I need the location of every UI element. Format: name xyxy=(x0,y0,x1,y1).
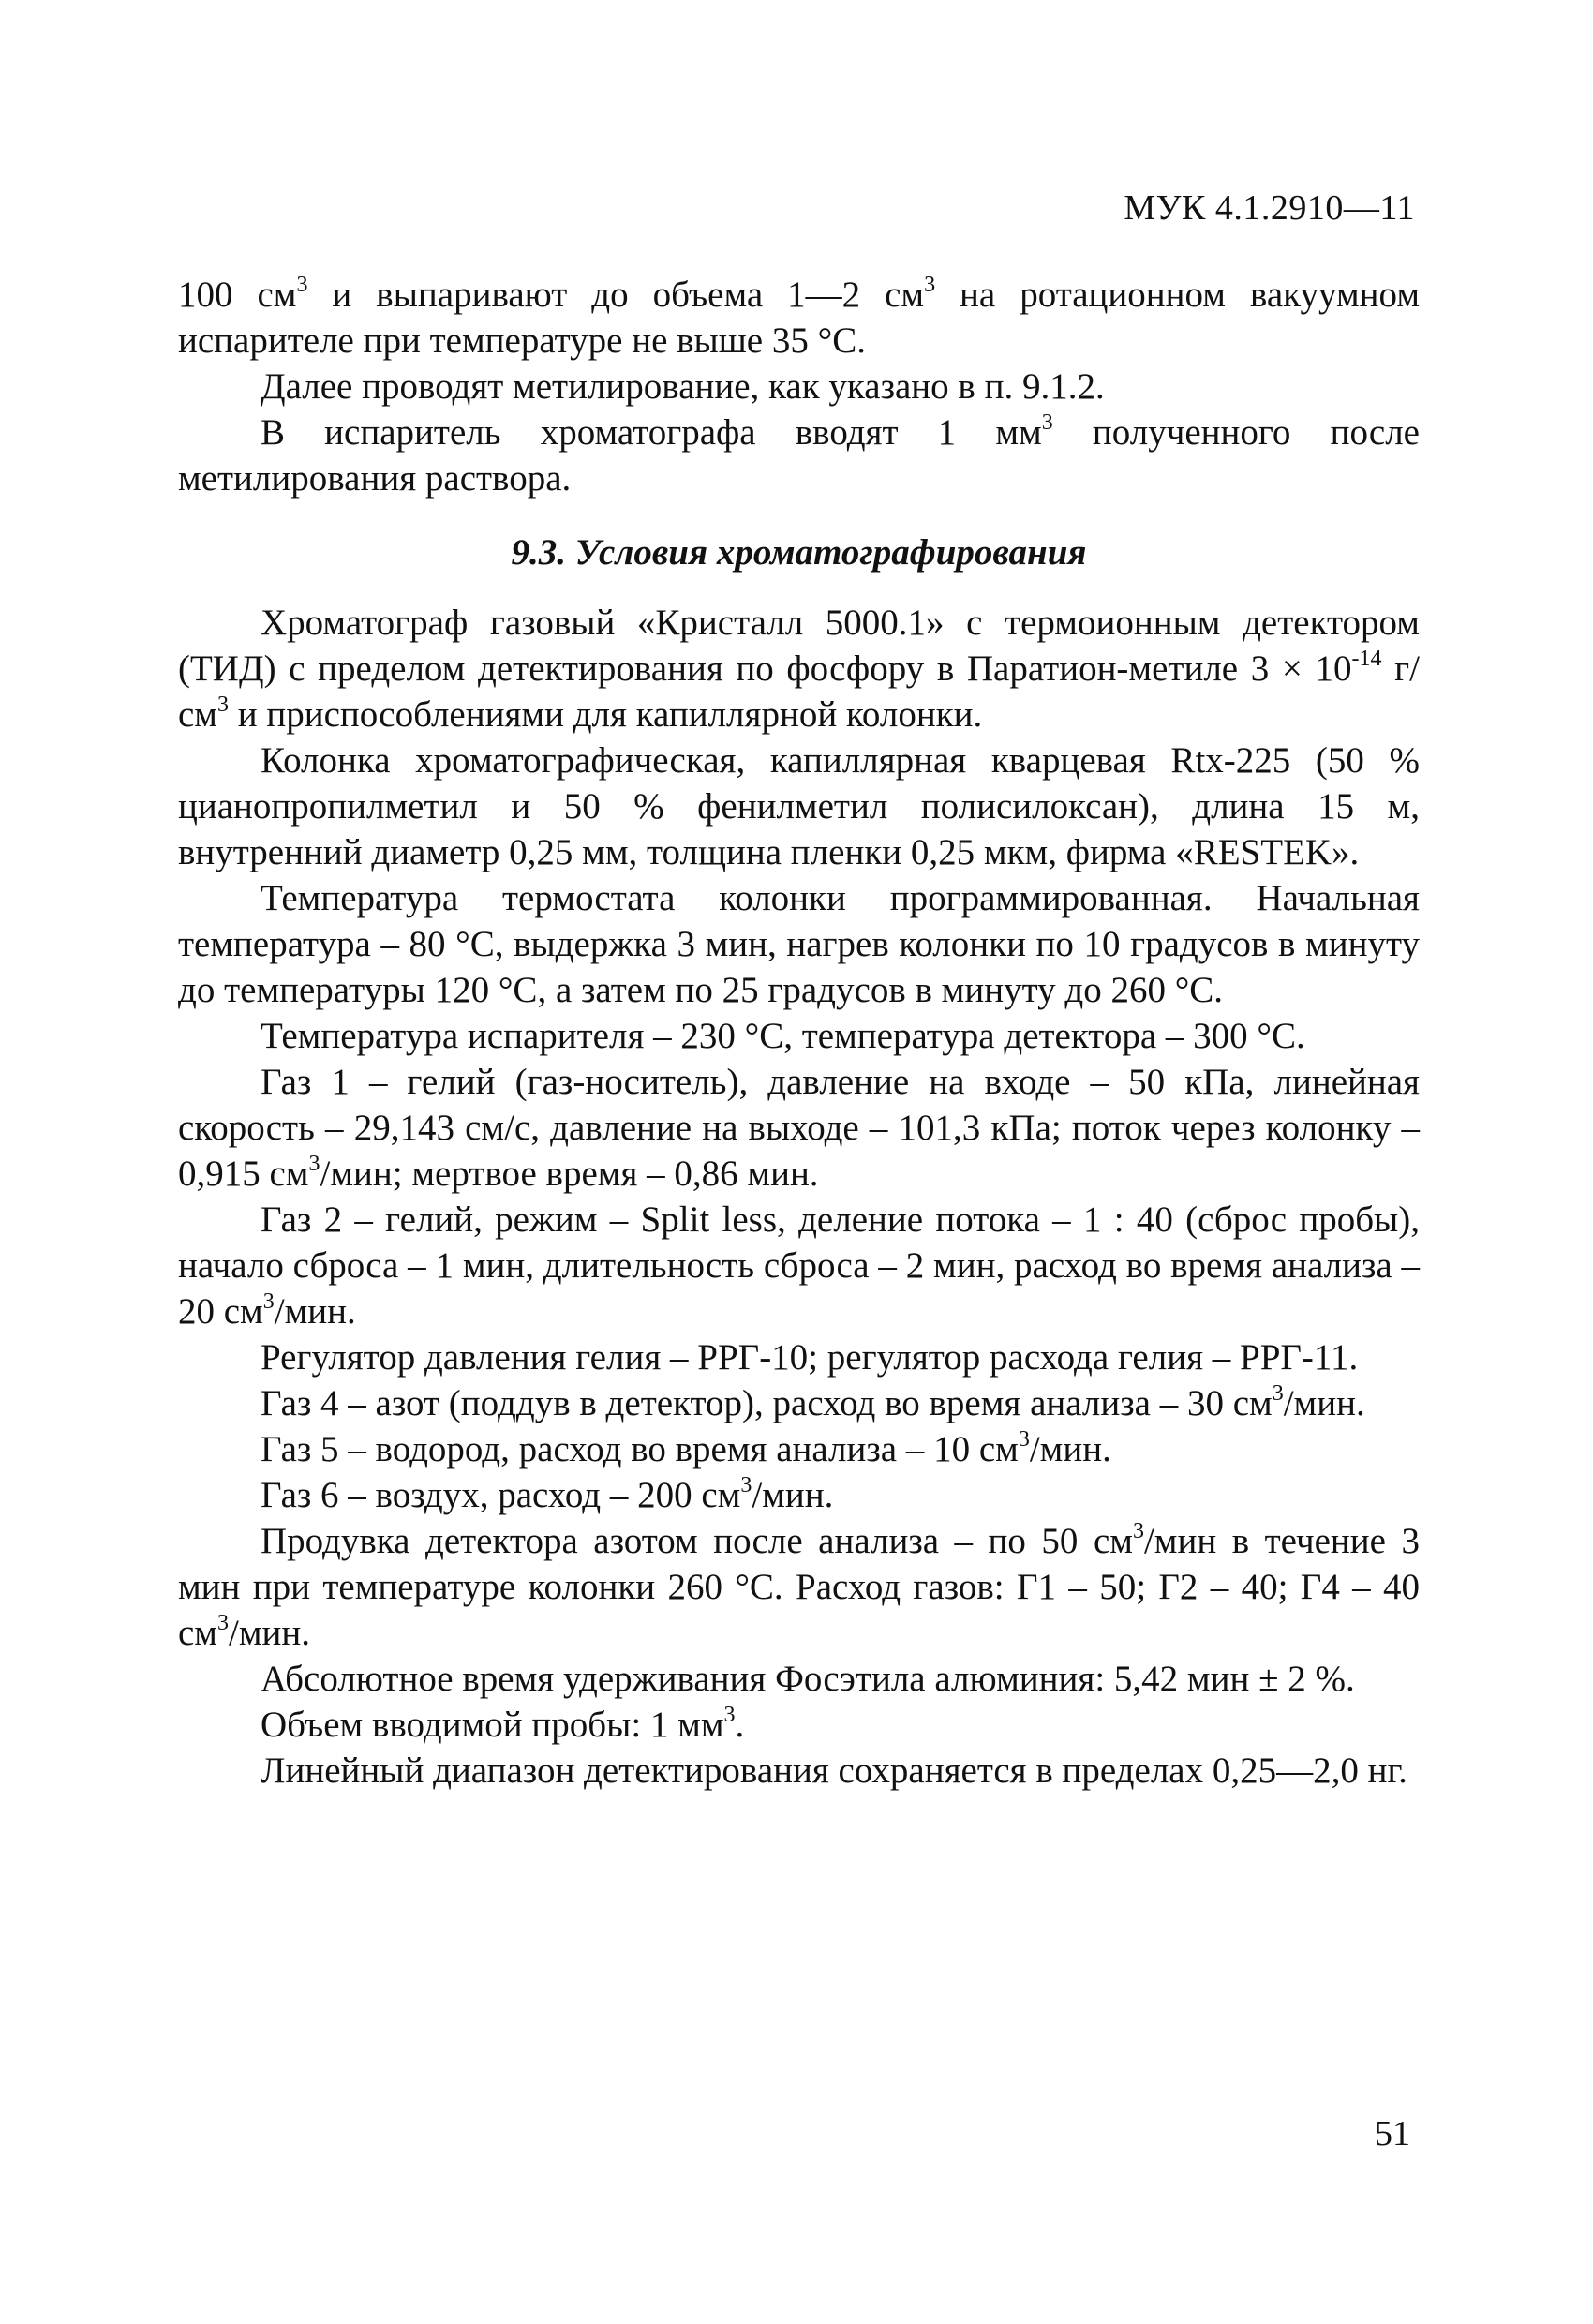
document-body xyxy=(178,272,1420,1794)
superscript-cube: 3 xyxy=(308,1152,320,1176)
paragraph-column: Колонка хроматографическая, капиллярная кварцевая Rtx-225 (50 % цианопропилметил и 50 % фенилметил полисилоксан), длина 15 м, внутренний диаметр 0,25 мм, толщина пленки 0,25 мкм, фирма «RESTEK». xyxy=(178,740,1420,872)
paragraph-methylation: Далее проводят метилирование, как указано в п. 9.1.2. xyxy=(261,366,1105,407)
paragraph-gas-6: Газ 6 – воздух, расход – 200 $см^3$/мин. xyxy=(261,1473,834,1515)
paragraph-linear-range: Линейный диапазон детектирования сохраняется в пределах 0,25—2,0 нг. xyxy=(261,1750,1407,1791)
superscript-cube: 3 xyxy=(924,273,936,297)
paragraph-gas-2: Газ 2 – гелий, режим – Split less, деление потока – 1 : 40 (сброс пробы), начало сброса – 1 мин, длительность сброса – 2 мин, расход во время анализа – 20 $см^3$/мин. xyxy=(178,1199,1420,1332)
page-number: 51 xyxy=(1375,2114,1410,2153)
superscript-cube: 3 xyxy=(217,693,229,717)
document-code-header: МУК 4.1.2910—11 xyxy=(1124,188,1415,228)
paragraph-gas-4: Газ 4 – азот (поддув в детектор), расход во время анализа – 30 $см^3$/мин. xyxy=(261,1381,1365,1423)
paragraph-regulators: Регулятор давления гелия – РРГ-10; регулятор расхода гелия – РРГ-11. xyxy=(261,1337,1359,1378)
superscript-cube: 3 xyxy=(1132,1519,1144,1543)
paragraph-evaporation: 100 $см^3$ и выпаривают до объема 1—2 $см^3$ на ротационном вакуумном испарителе при температуре не выше 35 °С. xyxy=(178,273,1420,361)
paragraph-injection: В испаритель хроматографа вводят 1 $мм^3$ полученного после метилирования раствора. xyxy=(178,410,1420,499)
superscript-cube: 3 xyxy=(1272,1381,1284,1406)
superscript-cube: 3 xyxy=(1041,410,1053,435)
superscript-cube: 3 xyxy=(1018,1427,1030,1452)
paragraph-sample-volume: Объем вводимой пробы: 1 $мм^3$. xyxy=(261,1703,745,1745)
paragraph-retention-time: Абсолютное время удерживания Фосэтила алюминия: 5,42 мин ± 2 %. xyxy=(261,1659,1355,1699)
paragraph-gas-5: Газ 5 – водород, расход во время анализа – 10 $см^3$/мин. xyxy=(261,1427,1111,1469)
paragraph-chromatograph: Хроматограф газовый «Кристалл 5000.1» с термоионным детектором (ТИД) с пределом детектирования по фосфору в Паратион-метиле $3 \times 10^{-14}$ $г/см^3$ и приспособлениями для капиллярной колонки. xyxy=(178,603,1420,735)
paragraph-purge: Продувка детектора азотом после анализа – по 50 $см^3$/мин в течение 3 мин при температуре колонки 260 °С. Расход газов: Г1 – 50; Г2 – 40; Г4 – 40 $см^3$/мин. xyxy=(178,1519,1420,1653)
paragraph-thermostat: Температура термостата колонки программированная. Начальная температура – 80 °С, выдержка 3 мин, нагрев колонки по 10 градусов в минуту до температуры 120 °С, а затем по 25 градусов в минуту до 260 °С. xyxy=(178,878,1420,1010)
superscript-exponent: -14 xyxy=(1351,647,1382,671)
superscript-cube: 3 xyxy=(296,273,308,297)
section-title: 9.3. Условия хроматографирования xyxy=(511,532,1087,573)
superscript-cube: 3 xyxy=(217,1611,229,1635)
superscript-cube: 3 xyxy=(262,1289,275,1314)
superscript-cube: 3 xyxy=(740,1473,752,1497)
paragraph-temperatures: Температура испарителя – 230 °С, температура детектора – 300 °С. xyxy=(261,1016,1305,1056)
paragraph-gas-1: Газ 1 – гелий (газ-носитель), давление на входе – 50 кПа, линейная скорость – 29,143 см/с, давление на выходе – 101,3 кПа; поток через колонку – 0,915 $см^3$/мин; мертвое время – 0,86 мин. xyxy=(178,1062,1420,1194)
superscript-cube: 3 xyxy=(723,1703,736,1727)
